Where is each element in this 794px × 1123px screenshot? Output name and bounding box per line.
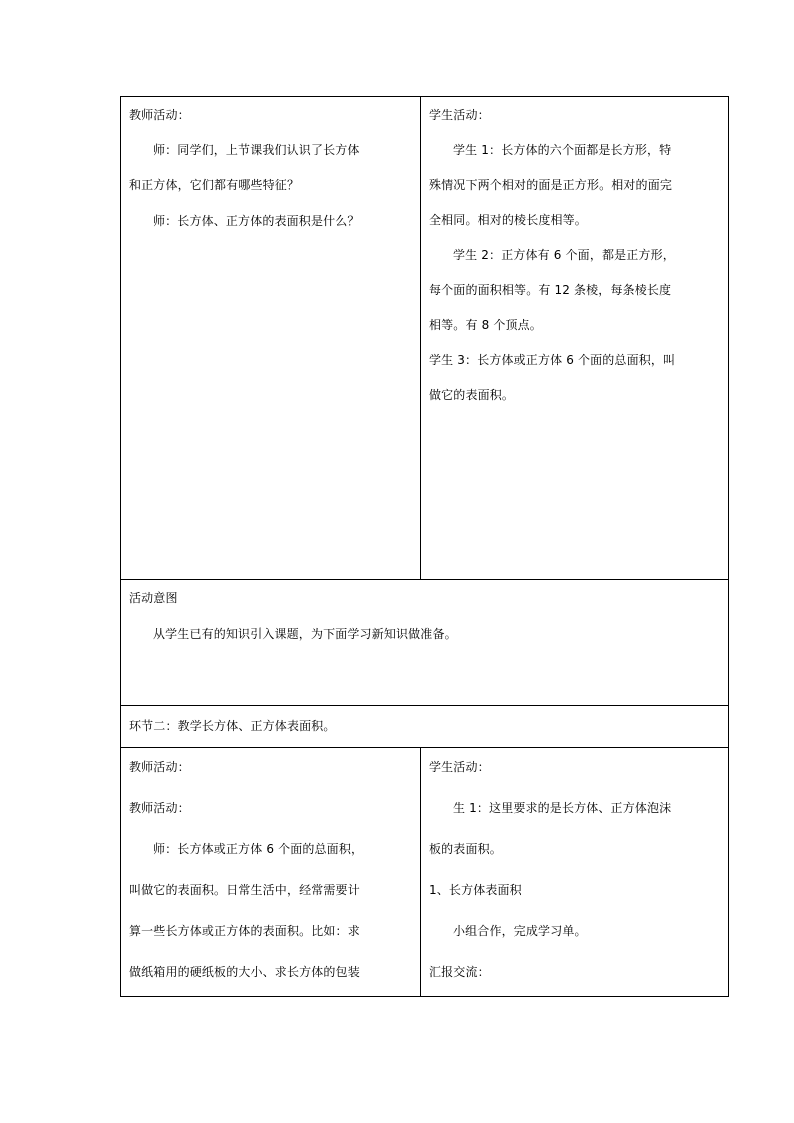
student-activity-cell xyxy=(421,97,729,580)
teacher-line: 做纸箱用的硬纸板的大小、求长方体的包装 xyxy=(129,965,360,979)
student-activity-cell xyxy=(421,748,729,997)
student-line: 1、长方体表面积 xyxy=(429,883,522,897)
student-activity-heading: 学生活动： xyxy=(429,108,490,122)
teacher-line: 师：同学们，上节课我们认识了长方体 xyxy=(153,143,360,157)
section-row xyxy=(121,706,729,748)
teacher-activity-cell xyxy=(121,97,421,580)
student-activity-heading: 学生活动： xyxy=(429,760,490,774)
teacher-activity-cell xyxy=(121,748,421,997)
student-line: 全相同。相对的棱长度相等。 xyxy=(429,213,587,227)
student-line: 汇报交流： xyxy=(429,965,490,979)
teacher-line: 师：长方体或正方体 6 个面的总面积， xyxy=(153,842,364,856)
section-title: 环节二：教学长方体、正方体表面积。 xyxy=(129,719,336,733)
student-line: 板的表面积。 xyxy=(429,842,502,856)
student-line: 相等。有 8 个顶点。 xyxy=(429,318,542,332)
student-line: 做它的表面积。 xyxy=(429,388,515,402)
activity-intent-row xyxy=(121,580,729,706)
activity-intent-cell xyxy=(121,580,729,706)
teacher-activity-heading: 教师活动： xyxy=(129,108,190,122)
teacher-line: 算一些长方体或正方体的表面积。比如：求 xyxy=(129,924,360,938)
teacher-line: 教师活动： xyxy=(129,801,190,815)
teacher-line: 叫做它的表面积。日常生活中，经常需要计 xyxy=(129,883,360,897)
student-line: 学生 1：长方体的六个面都是长方形，特 xyxy=(453,143,672,157)
student-line: 殊情况下两个相对的面是正方形。相对的面完 xyxy=(429,178,673,192)
activity-row-1 xyxy=(121,97,729,580)
activity-row-2 xyxy=(121,748,729,997)
student-line: 生 1：这里要求的是长方体、正方体泡沫 xyxy=(453,801,672,815)
student-line: 每个面的面积相等。有 12 条棱，每条棱长度 xyxy=(429,283,672,297)
student-line: 小组合作，完成学习单。 xyxy=(453,924,587,938)
activity-intent-text: 从学生已有的知识引入课题，为下面学习新知识做准备。 xyxy=(153,627,457,641)
lesson-plan-table xyxy=(120,96,729,997)
activity-intent-heading: 活动意图 xyxy=(129,591,178,605)
teacher-line: 和正方体，它们都有哪些特征？ xyxy=(129,178,300,192)
student-line: 学生 3：长方体或正方体 6 个面的总面积，叫 xyxy=(429,353,676,367)
student-line: 学生 2：正方体有 6 个面，都是正方形， xyxy=(453,248,675,262)
teacher-line: 师：长方体、正方体的表面积是什么？ xyxy=(153,214,360,228)
teacher-activity-heading: 教师活动： xyxy=(129,760,190,774)
section-cell xyxy=(121,706,729,748)
